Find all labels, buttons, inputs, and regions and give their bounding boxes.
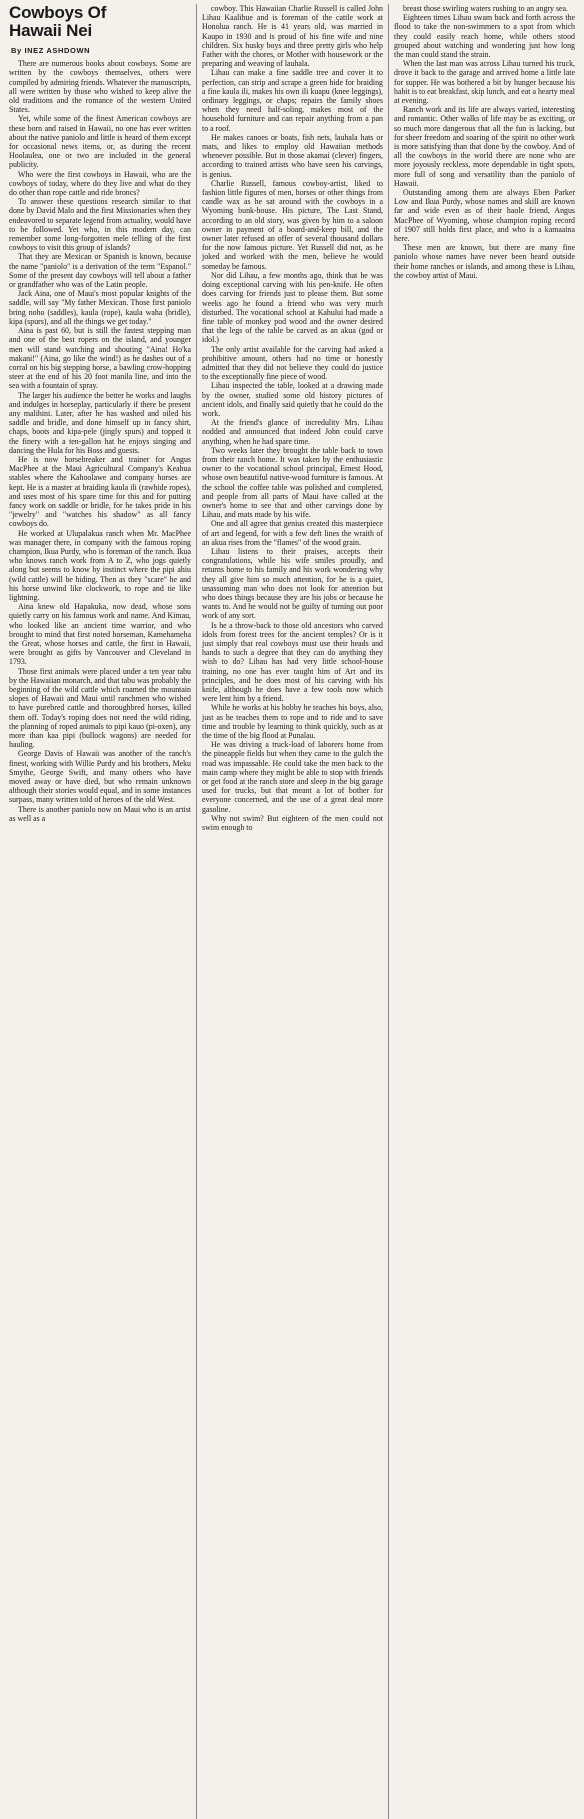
article-paragraph: To answer these questions research similar to that done by David Malo and the first Missionaries when they endeavored to separate legend from actuality, would have to be followed. Yet who, in this modern day, can remember some long-forgotten mele telling of the first cowboys to visit this group of islands? — [9, 197, 191, 253]
article-paragraph: Ranch work and its life are always varied, interesting and romantic. Other walks of life may be as exciting, or so much more dangerous that all the fun is lacking, but for sheer freedom and soaring of the spirit no other work is more satisfying than that done by the cowboy. And of all the cowboys in the world there are none who are more joyously reckless, more dependable in tight spots, more full of song and versatility than the paniolo of Hawaii. — [394, 105, 575, 188]
article-paragraph: There are numerous books about cowboys. Some are written by the cowboys themselves, others were compiled by admiring friends. Whatever the manuscripts, all were written by those who wished to keep alive the old traditions and the romance of the western United States. — [9, 59, 191, 115]
article-paragraph: Is he a throw-back to those old ancestors who carved idols from forest trees for the ancient temples? Or is it just simply that real cowboys must use their heads and hands to such a degree that they can do anything they wish to do? Lihau has had very little school-house training, no one has ever taught him of Art and its principles, and he does most of his carving with his knife, although he does have a few tools now which were lent him by a friend. — [202, 620, 383, 704]
article-paragraph: Yet, while some of the finest American cowboys are these born and raised in Hawaii, no one has ever written about the native paniolo and little is heard of them except for occasional news items, or, as during the recent Hoolaulea, one or two are included in the general publicity. — [9, 114, 191, 170]
article-paragraph: Aina is past 60, but is still the fastest stepping man and one of the best ropers on the island, and younger men will stand watching and shouting "Aina! Ho'ka makani!" (Aina, go like the wind!) as he dashes out of a corral on his big stepping horse, a bawling crow-hopping steer at the end of his 20 foot manila line, and into the sea with a fountain of spray. — [9, 326, 191, 391]
article-paragraph: cowboy. This Hawaiian Charlie Russell is called John Lihau Kaalihue and is foreman of the cattle work at Honolua ranch. He is 41 years old, was married in Kaupo in 1930 and is proud of his fine wife and nine children. Six husky boys and three pretty girls who help Father with the chores, or Mother with housework or the preparing and weaving of lauhala. — [202, 4, 383, 69]
article-paragraph: Aina knew old Hapakuka, now dead, whose sons quietly carry on his famous work and name. And Kimau, who looked like an ancient time warrior, and who brought to mind that first noted horseman, Kamehameha the Great, whose horses and cattle, the first in Hawaii, were brought as gifts by Vancouver and Cleveland in 1793. — [9, 602, 191, 667]
article-paragraph: Lihau inspected the table, looked at a drawing made by the owner, studied some old history pictures of ancient idols, and finally said quietly that he could do the work. — [202, 381, 383, 418]
article-paragraph: Nor did Lihau, a few months ago, think that he was doing exceptional carving with his pen-knife. He often does carving for friends just to please them. But some weeks ago he found a friend who was very much disturbed. The vocational school at Kahului had made a fine table of monkey pod wood and the owner desired that the legs of the table be carved as an akua (god or idol.) — [202, 270, 383, 345]
article-paragraph: George Davis of Hawaii was another of the ranch's finest, working with Willie Purdy and his brothers, Meku Smythe, George Swift, and many others who have moved away or have died, but who remain unknown although their stories would equal, and in some instances surpass, many written told of heroes of the old West. — [9, 749, 191, 805]
article-paragraph: While he works at his hobby he teaches his boys, also, just as he teaches them to rope and to ride and to save time and trouble by learning to think quickly, such as at the time of the big flood at Punalau. — [202, 703, 383, 741]
headline — [9, 4, 191, 40]
byline: By INEZ ASHDOWN — [11, 46, 91, 55]
article-paragraph: Why not swim? But eighteen of the men could not swim enough to — [202, 813, 383, 833]
article-paragraph: Two weeks later they brought the table back to town from their ranch home. It was taken by the enthusiastic owner to the vocational school principal, Ernest Hood, whose own beautiful native-wood furniture is famous. At the school the coffee table was polished and completed, and people from all parts of Maui have called at the owner's home to see that and other carvings done by Lihau, and mats made by his wife. — [202, 445, 383, 520]
article-paragraph: At the friend's glance of incredulity Mrs. Lihau nodded and announced that indeed John could carve anything, when he had spare time. — [202, 418, 383, 446]
article-paragraph: He is now horsebreaker and trainer for Angus MacPhee at the Maui Agricultural Company's Keahua stables where the Kahoolawe and company horses are kept. He is a master at braiding kaula ili (rawhide ropes), and uses most of his spare time for this and for putting fancy work on saddle or bridle, for he takes pride in his "jewelry" and "watches his shadow" as all fancy cowboys do. — [9, 454, 191, 529]
article-paragraph: That they are Mexican or Spanish is known, because the name "paniolo" is a derivation of the term "Espanol." Some of the present day cowboys will tell about a father or grandfather who was of the Latin people. — [9, 252, 191, 290]
column-2 — [196, 4, 388, 1819]
article-paragraph: One and all agree that genius created this masterpiece of art and legend, for with a few deft lines the wraith of an akua rises from the "flames" of the wood grain. — [202, 519, 383, 547]
article-paragraph: The larger his audience the better he works and laughs and indulges in horseplay, particularly if there be present any malihini. Later, after he has washed and oiled his saddle and bridle, and done himself up in fancy shirt, chaps, boots and kipa-pele (jingly spurs) and topped it the finery with a ten-gallon hat he enjoys singing and dancing the Hula for his Boss and guests. — [9, 390, 191, 455]
article-paragraph: Lihau can make a fine saddle tree and cover it to perfection, can strip and scrape a green hide for braiding a fine kaula ili, makes his own ili kuapu (knee leggings), ordinary leggings, or chaps; repairs the family shoes when they need half-soling, makes most of the household furniture and can repair anything from a pan to a roof. — [202, 68, 383, 133]
article-paragraph: Eighteen times Lihau swam back and forth across the flood to take the non-swimmers to a spot from which they could easily reach home, while others stood grouped about watching and wondering just how long the man could stand the strain. — [394, 13, 575, 60]
headline-line-1: Cowboys Of — [9, 4, 107, 22]
article-paragraph: He worked at Ulupalakua ranch when Mr. MacPhee was manager there, in company with the famous roping champion, Ikua Purdy, who is foreman of the ranch. Ikua who knows ranch work from A to Z, who jogs quietly along but seems to know by instinct where the pipi ahiu (wild cattle) will be hiding. Then as they "scare" he and his horse unwind like clockwork, to rope and tie like lightning. — [9, 528, 191, 602]
article-paragraph: He makes canoes or boats, fish nets, lauhala hats or mats, and likes to employ old Hawaiian methods whenever possible. But in those akamai (clever) fingers, according to trained artists who have seen his carvings, is genius. — [202, 132, 383, 179]
article-paragraph: breast those swirling waters rushing to an angry sea. — [403, 4, 569, 13]
article-paragraph: These men are known, but there are many fine paniolo whose names have never been heard outside their home ranches or islands, and among these is Lihau, the cowboy artist of Maui. — [394, 243, 575, 280]
article-paragraph: The only artist available for the carving had asked a prohibitive amount, others had no time or honestly admitted that they did not believe they could do justice to the exceptionally fine piece of wood. — [202, 344, 383, 382]
article-paragraph: Lihau listens to their praises, accepts their congratulations, while his wife smiles proudly, and returns home to his family and his work wondering why they all give him so much attention, for he is a quiet, unassuming man who does not look for attention but who does things because they are his jobs or because he wants to. And he would not be guilty of turning out poor work of any sort. — [202, 546, 383, 621]
article-paragraph: Outstanding among them are always Eben Parker Low and Ikua Purdy, whose names and skill are known far and wide even as of their haole friend, Angus MacPhee of Wyoming, whose champion roping record of 1907 still holds first place, and who is a kamaaina here. — [394, 188, 575, 244]
article-paragraph: When the last man was across Lihau turned his truck, drove it back to the garage and arrived home a little late for supper. He was bothered a bit by hunger because his habit is to eat breakfast, skip lunch, and eat a hearty meal at evening. — [394, 59, 575, 106]
article-paragraph: There is another paniolo now on Maui who is an artist as well as a — [9, 804, 191, 823]
column-1 — [4, 4, 196, 1819]
article-paragraph: Jack Aina, one of Maui's most popular knights of the saddle, will say "My father Mexican. Those first paniolo bring noho (saddles), kaula (rope), kaula waha (bridle), kipa (spurs), and all the things we get today." — [9, 289, 191, 326]
article-paragraph: Those first animals were placed under a ten year tabu by the Hawaiian monarch, and that tabu was probably the beginning of the wild cattle which roamed the mountain slopes of Hawaii and Maui until ranchmen who wished to have purebred cattle and thoroughbred horses, killed them off. Today's roping does not need the wild riding, the planning of roped animals to pipi kauo (pi-oxen), any more than kaa pipi (bullock wagons) are needed for hauling. — [9, 666, 191, 750]
headline-line-2: Hawaii Nei — [9, 21, 93, 40]
article-paragraph: He was driving a truck-load of laborers home from the pineapple fields but when they came to the gulch the road was impassable. He could take the men back to the main camp where they might be able to stop with friends or get food at the ranch store and sleep in the big garage used for trucks, but that meant a lot of bother for everyone concerned, and the use of a great deal more gasoline. — [202, 740, 383, 814]
article-paragraph: Who were the first cowboys in Hawaii, who are the cowboys of today, where do they live and what do they do other than rope cattle and ride broncs? — [9, 169, 191, 198]
column-3 — [388, 4, 580, 1819]
article-paragraph: Charlie Russell, famous cowboy-artist, liked to fashion little figures of men, horses or other things from candle wax as he sat around with the cowboys in a Wyoming bunk-house. His picture, The Last Stand, according to an old story, was given by him to a saloon owner in payment of a board-and-keep bill, and the owner later refused an offer of several thousand dollars for the now famous picture. Yet Russell did not, as he joked and worked with the men, believe he would someday be famous. — [202, 178, 383, 271]
